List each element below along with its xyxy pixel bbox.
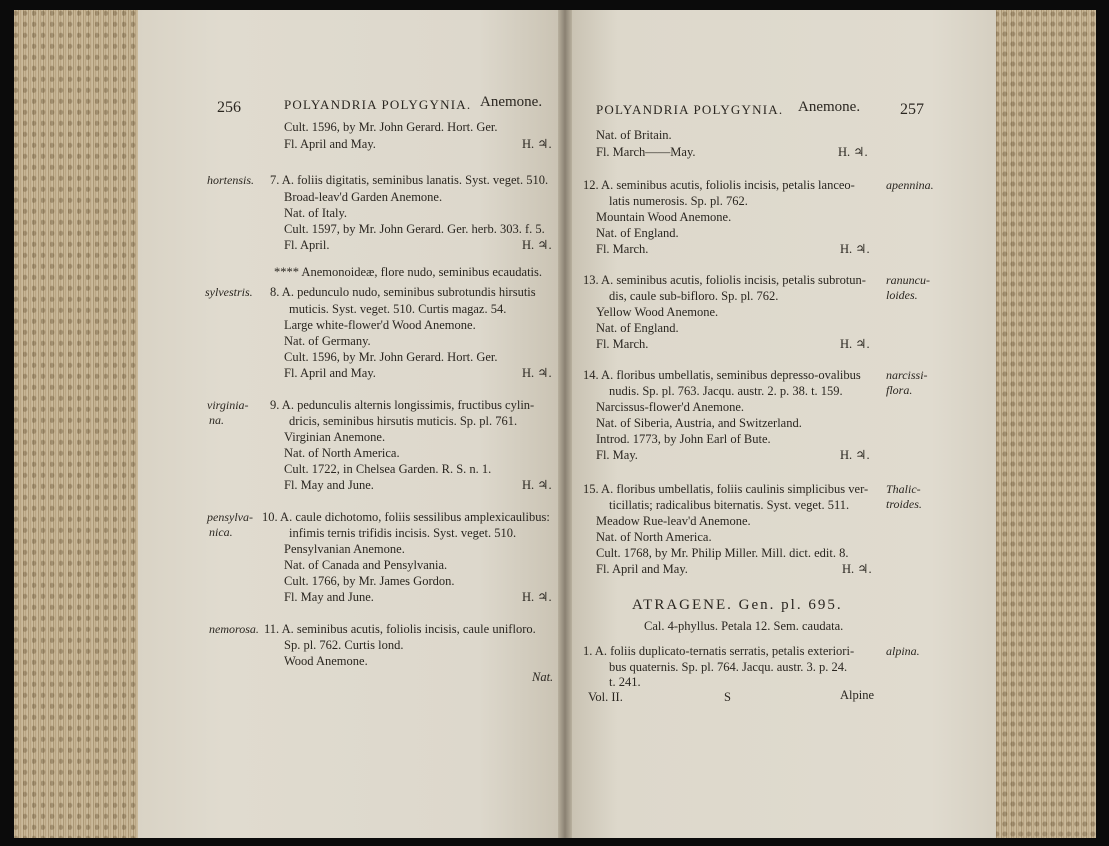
text-line: Fl. May and June. [284, 478, 374, 492]
text-line: Fl. April. [284, 238, 330, 252]
right-page-number: 257 [900, 101, 924, 118]
text-line: 15. A. floribus umbellatis, foliis caulinis simplicibus ver- [583, 482, 869, 496]
species-name: Thalic- [886, 482, 921, 496]
text-line: Fl. May and June. [284, 590, 374, 604]
text-line: H. ♃. [522, 238, 552, 252]
text-line: ticillatis; radicalibus biternatis. Syst. veget. 511. [609, 498, 850, 512]
text-line: Fl. April and May. [596, 562, 688, 576]
left-running-header: POLYANDRIA POLYGYNIA. [284, 97, 472, 112]
species-name: troides. [886, 497, 922, 511]
text-line: Fl. May. [596, 448, 638, 462]
text-line: Fl. April and May. [284, 137, 376, 151]
text-line: Fl. March. [596, 242, 649, 256]
text-line: Meadow Rue-leav'd Anemone. [596, 514, 751, 528]
text-line: Nat. of Siberia, Austria, and Switzerland. [596, 416, 802, 430]
text-line: H. ♃. [842, 562, 872, 576]
text-line: 7. A. foliis digitatis, seminibus lanatis. Syst. veget. 510. [270, 173, 549, 187]
right-running-header: POLYANDRIA POLYGYNIA. [596, 102, 784, 117]
text-line: Wood Anemone. [284, 654, 368, 668]
text-line: 8. A. pedunculo nudo, seminibus subrotundis hirsutis [270, 285, 536, 299]
text-line: H. ♃. [840, 448, 870, 462]
species-name: sylvestris. [205, 285, 253, 299]
text-line: t. 241. [609, 675, 641, 689]
text-line: H. ♃. [840, 337, 870, 351]
text-line: Nat. of England. [596, 226, 679, 240]
text-line: Nat. of Britain. [596, 128, 672, 142]
text-line: Pensylvanian Anemone. [284, 542, 405, 556]
book-gutter [558, 10, 572, 838]
genus-characters: Cal. 4-phyllus. Petala 12. Sem. caudata. [644, 619, 844, 633]
text-line: 10. A. caule dichotomo, foliis sessilibus amplexicaulibus: [262, 510, 550, 524]
text-line: 13. A. seminibus acutis, foliolis incisis, petalis subrotun- [583, 273, 866, 287]
text-line: muticis. Syst. veget. 510. Curtis magaz. 54. [289, 302, 507, 316]
text-line: Nat. of England. [596, 321, 679, 335]
species-name: na. [209, 413, 224, 427]
text-line: Cult. 1596, by Mr. John Gerard. Hort. Ger. [284, 350, 498, 364]
species-name: flora. [886, 383, 913, 397]
text-line: Cult. 1722, in Chelsea Garden. R. S. n. 1. [284, 462, 492, 476]
text-line: Virginian Anemone. [284, 430, 386, 444]
text-line: 11. A. seminibus acutis, foliolis incisis, caule unifloro. [264, 622, 536, 636]
species-name: nemorosa. [209, 622, 259, 636]
book-edge-right [992, 10, 1096, 838]
left-header-genus: Anemone. [480, 94, 543, 110]
text-line: Cult. 1596, by Mr. John Gerard. Hort. Ger. [284, 120, 498, 134]
text-line: dricis, seminibus hirsutis muticis. Sp. pl. 761. [289, 414, 518, 428]
text-line: H. ♃. [522, 366, 552, 380]
text-line: Introd. 1773, by John Earl of Bute. [596, 432, 771, 446]
text-line: Nat. of Italy. [284, 206, 348, 220]
text-line: Nat. of Canada and Pensylvania. [284, 558, 448, 572]
text-line: Narcissus-flower'd Anemone. [596, 400, 745, 414]
text-line: 9. A. pedunculis alternis longissimis, fructibus cylin- [270, 398, 535, 412]
right-header-genus: Anemone. [798, 99, 861, 115]
text-line: Nat. of North America. [284, 446, 400, 460]
text-line: 12. A. seminibus acutis, foliolis incisis, petalis lanceo- [583, 178, 855, 192]
volume-signature: Vol. II. [588, 690, 623, 704]
text-line: Broad-leav'd Garden Anemone. [284, 190, 443, 204]
section-heading: **** Anemonoideæ, flore nudo, seminibus ecaudatis. [274, 265, 543, 279]
text-line: Cult. 1597, by Mr. John Gerard. Ger. herb. 303. f. 5. [284, 222, 545, 236]
left-page-number: 256 [217, 99, 241, 116]
text-line: Fl. April and May. [284, 366, 376, 380]
text-line: Fl. March. [596, 337, 649, 351]
catchword: Nat. [532, 670, 554, 684]
species-name: nica. [209, 525, 233, 539]
text-line: infimis ternis trifidis incisis. Syst. veget. 510. [289, 526, 517, 540]
text-line: H. ♃. [840, 242, 870, 256]
text-line: Nat. of Germany. [284, 334, 371, 348]
text-line: 14. A. floribus umbellatis, seminibus depresso-ovalibus [583, 368, 861, 382]
species-name: narcissi- [886, 368, 928, 382]
text-line: H. ♃. [522, 590, 552, 604]
text-line: Mountain Wood Anemone. [596, 210, 732, 224]
text-line: Nat. of North America. [596, 530, 712, 544]
species-name: pensylva- [207, 510, 253, 524]
catchword: Alpine [840, 688, 875, 702]
species-name: virginia- [207, 398, 249, 412]
genus-heading: ATRAGENE. Gen. pl. 695. [632, 597, 843, 613]
text-line: Sp. pl. 762. Curtis lond. [284, 638, 404, 652]
text-line: bus quaternis. Sp. pl. 764. Jacqu. austr. 3. p. 24. [609, 660, 848, 674]
text-line: nudis. Sp. pl. 763. Jacqu. austr. 2. p. 38. t. 159. [609, 384, 843, 398]
gathering-mark: S [724, 690, 731, 704]
text-line: Fl. March——May. [596, 145, 696, 159]
book-edge-left [14, 10, 140, 838]
text-line: Cult. 1766, by Mr. James Gordon. [284, 574, 455, 588]
species-name: alpina. [886, 644, 920, 658]
text-line: Cult. 1768, by Mr. Philip Miller. Mill. dict. edit. 8. [596, 546, 849, 560]
text-line: Yellow Wood Anemone. [596, 305, 719, 319]
text-line: H. ♃. [522, 478, 552, 492]
species-name: loides. [886, 288, 918, 302]
text-line: H. ♃. [522, 137, 552, 151]
text-line: Large white-flower'd Wood Anemone. [284, 318, 476, 332]
species-name: apennina. [886, 178, 934, 192]
text-line: 1. A. foliis duplicato-ternatis serratis, petalis exteriori- [583, 644, 855, 658]
text-line: latis numerosis. Sp. pl. 762. [609, 194, 748, 208]
species-name: ranuncu- [886, 273, 930, 287]
species-name: hortensis. [207, 173, 255, 187]
text-line: H. ♃. [838, 145, 868, 159]
text-line: dis, caule sub-bifloro. Sp. pl. 762. [609, 289, 779, 303]
